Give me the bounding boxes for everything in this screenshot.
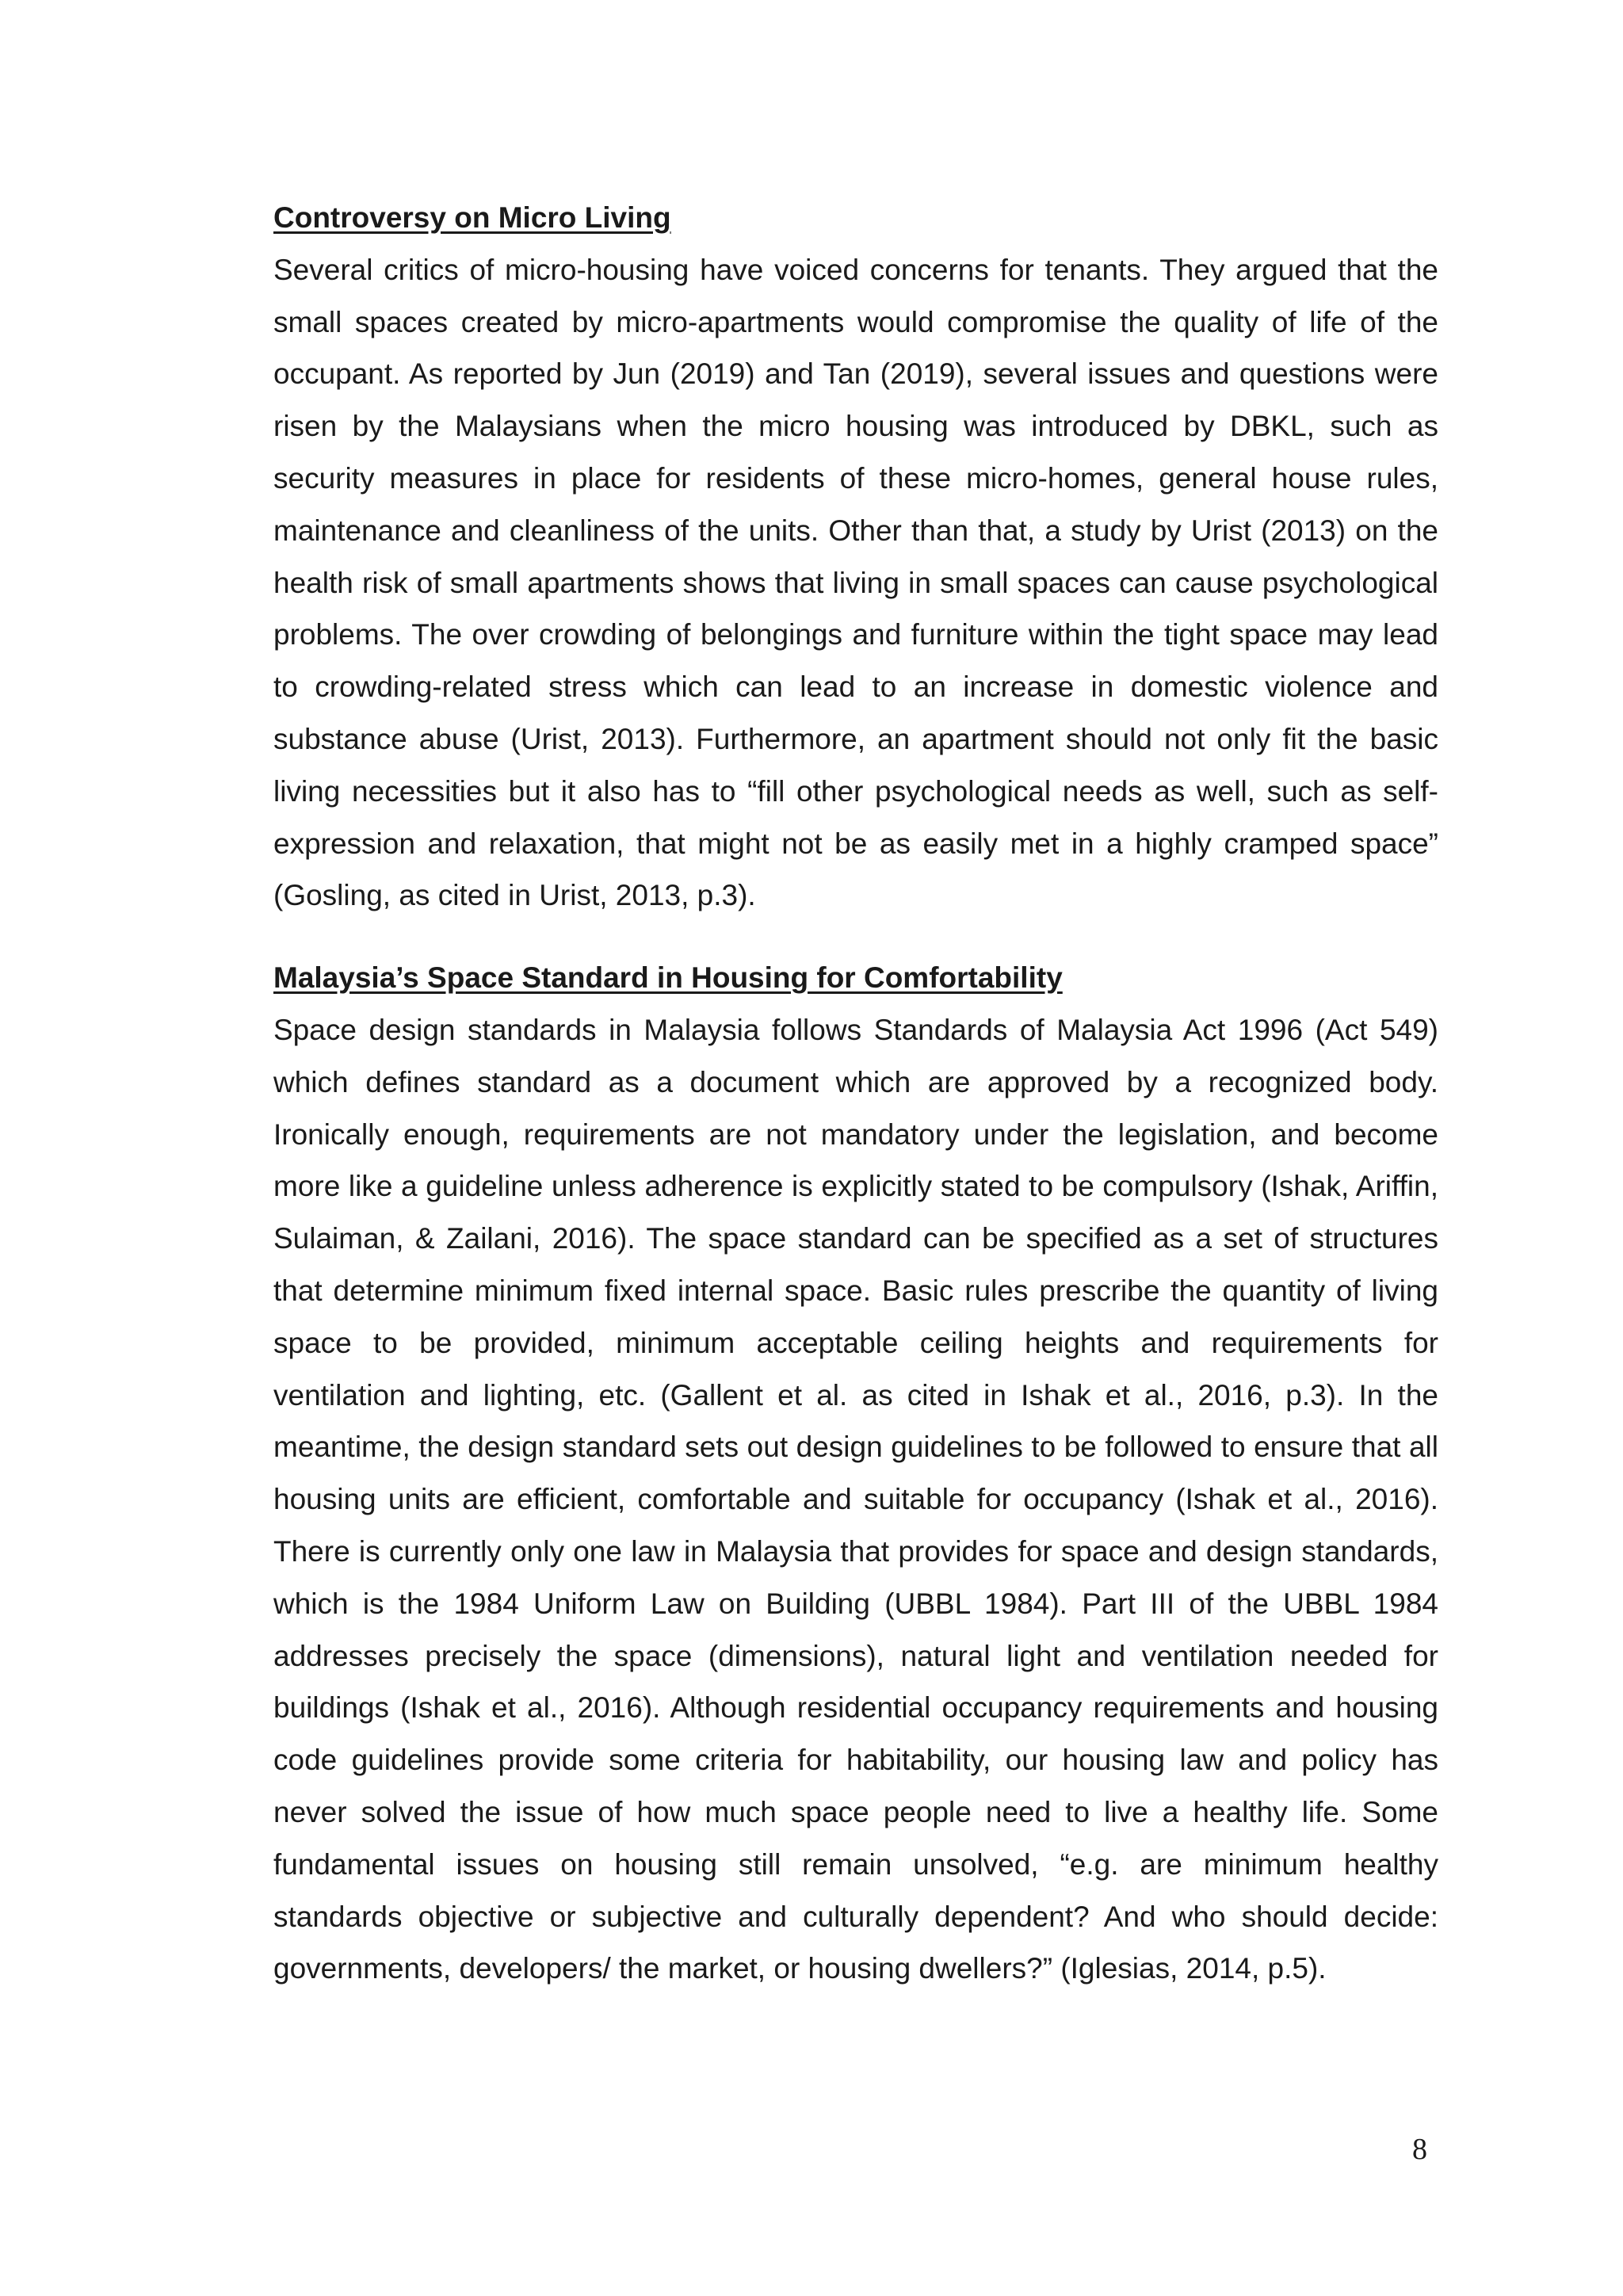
document-page [273, 192, 1438, 1995]
section-space-standard [273, 952, 1438, 1995]
section-paragraph: Several critics of micro-housing have voiced concerns for tenants. They argued that the small spaces created by micro-apartments would compromise the quality of life of the occupant. As reported by Jun (2019) and Tan (2019), several issues and questions were risen by the Malaysians when the micro housing was introduced by DBKL, such as security measures in place for residents of these micro-homes, general house rules, maintenance and cleanliness of the units. Other than that, a study by Urist (2013) on the health risk of small apartments shows that living in small spaces can cause psychological problems. The over crowding of belongings and furniture within the tight space may lead to crowding-related stress which can lead to an increase in domestic violence and substance abuse (Urist, 2013). Furthermore, an apartment should not only fit the basic living necessities but it also has to “fill other psychological needs as well, such as self-expression and relaxation, that might not be as easily met in a highly cramped space” (Gosling, as cited in Urist, 2013, p.3). [273, 253, 1438, 912]
section-heading: Malaysia’s Space Standard in Housing for Comfortability [273, 961, 1063, 995]
page-number: 8 [1412, 2133, 1427, 2166]
section-heading: Controversy on Micro Living [273, 201, 671, 234]
section-paragraph: Space design standards in Malaysia follows Standards of Malaysia Act 1996 (Act 549) which defines standard as a document which are approved by a recognized body. Ironically enough, requirements are not mandatory under the legislation, and become more like a guideline unless adherence is explicitly stated to be compulsory (Ishak, Ariffin, Sulaiman, & Zailani, 2016). The space standard can be specified as a set of structures that determine minimum fixed internal space. Basic rules prescribe the quantity of living space to be provided, minimum acceptable ceiling heights and requirements for ventilation and lighting, etc. (Gallent et al. as cited in Ishak et al., 2016, p.3). In the meantime, the design standard sets out design guidelines to be followed to ensure that all housing units are efficient, comfortable and suitable for occupancy (Ishak et al., 2016). There is currently only one law in Malaysia that provides for space and design standards, which is the 1984 Uniform Law on Building (UBBL 1984). Part III of the UBBL 1984 addresses precisely the space (dimensions), natural light and ventilation needed for buildings (Ishak et al., 2016). Although residential occupancy requirements and housing code guidelines provide some criteria for habitability, our housing law and policy has never solved the issue of how much space people need to live a healthy life. Some fundamental issues on housing still remain unsolved, “e.g. are minimum healthy standards objective or subjective and culturally dependent? And who should decide: governments, developers/ the market, or housing dwellers?” (Iglesias, 2014, p.5). [273, 1013, 1438, 1985]
section-controversy [273, 192, 1438, 922]
